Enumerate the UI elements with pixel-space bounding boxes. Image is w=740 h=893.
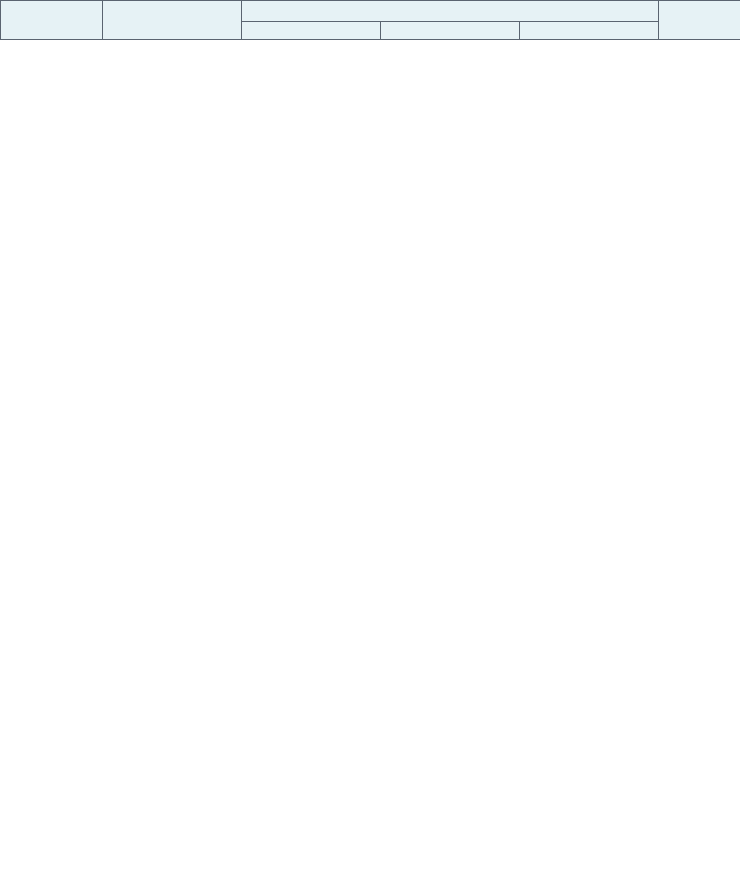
header-col-w xyxy=(520,22,659,40)
header-dimensions xyxy=(242,1,659,22)
header-col-c xyxy=(381,22,520,40)
header-col-l xyxy=(242,22,381,40)
header-wire-range xyxy=(1,1,103,40)
table-header xyxy=(1,1,740,40)
header-packing xyxy=(659,1,740,40)
header-item-no xyxy=(103,1,242,40)
spec-table xyxy=(0,0,740,40)
